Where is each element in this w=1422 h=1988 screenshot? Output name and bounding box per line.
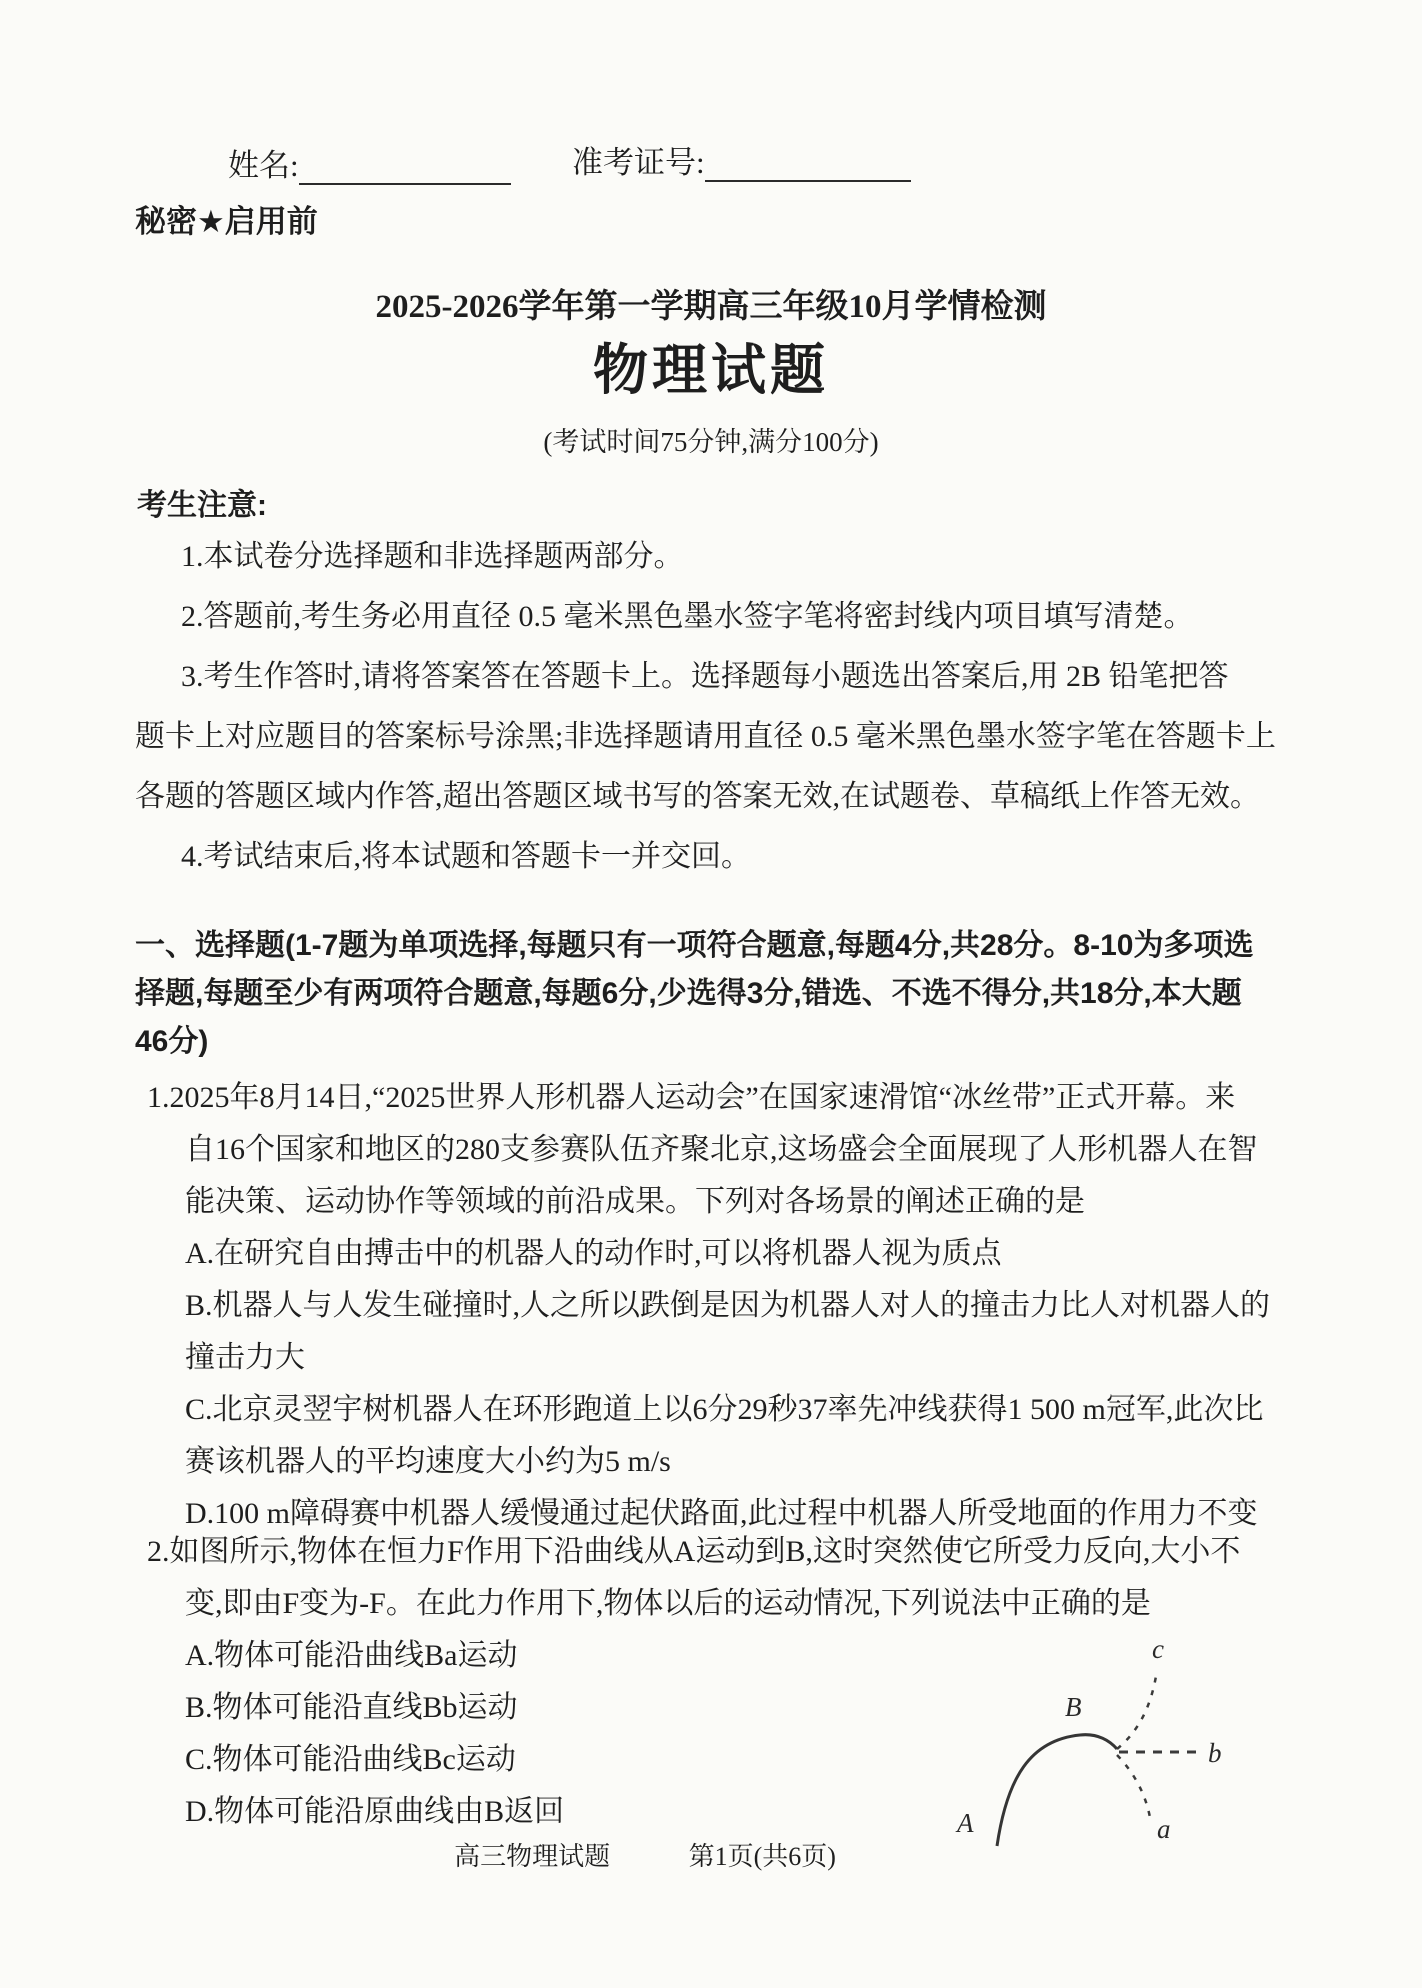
ticket-row <box>572 137 911 182</box>
section-one-line-3: 46分) <box>135 1025 209 1058</box>
dashed-path-to-c <box>1117 1670 1157 1749</box>
notice-block <box>135 527 1276 887</box>
notice-line-3c: 各题的答题区域内作答,超出答题区域书写的答案无效,在试题卷、草稿纸上作答无效。 <box>135 780 1260 813</box>
header-row <box>228 140 511 185</box>
section-one-header <box>135 922 1253 1066</box>
q2-option-b: B.物体可能沿直线Bb运动 <box>185 1691 518 1724</box>
section-one-line-2: 择题,每题至少有两项符合题意,每题6分,少选得3分,错选、不选不得分,共18分,本大题 <box>135 977 1242 1010</box>
figure-label-a: a <box>1157 1814 1171 1844</box>
q1-option-d: D.100 m障碍赛中机器人缓慢通过起伏路面,此过程中机器人所受地面的作用力不变 <box>185 1497 1258 1530</box>
q2-option-a: A.物体可能沿曲线Ba运动 <box>185 1639 518 1672</box>
notice-line-4: 4.考试结束后,将本试题和答题卡一并交回。 <box>181 840 751 873</box>
question-1 <box>135 1072 1270 1540</box>
figure-label-b: b <box>1208 1738 1222 1768</box>
q1-option-c-line-1: C.北京灵翌宇树机器人在环形跑道上以6分29秒37率先冲线获得1 500 m冠军,此次比 <box>185 1393 1264 1426</box>
q1-stem-line-2: 自16个国家和地区的280支参赛队伍齐聚北京,这场盛会全面展现了人形机器人在智 <box>185 1133 1258 1166</box>
q1-option-b-line-2: 撞击力大 <box>185 1341 305 1374</box>
page-footer <box>0 1836 1290 1873</box>
q2-stem-line-2: 变,即由F变为-F。在此力作用下,物体以后的运动情况,下列说法中正确的是 <box>185 1587 1151 1620</box>
ticket-field-label: 准考证号: <box>572 145 705 180</box>
figure-label-A: A <box>957 1808 974 1838</box>
secrecy-notice: 秘密★启用前 <box>135 204 318 239</box>
notice-line-1: 1.本试卷分选择题和非选择题两部分。 <box>181 540 684 573</box>
q1-option-a: A.在研究自由搏击中的机器人的动作时,可以将机器人视为质点 <box>185 1237 1002 1270</box>
q1-stem-line-3: 能决策、运动协作等领域的前沿成果。下列对各场景的阐述正确的是 <box>185 1185 1085 1218</box>
footer-page-label: 第1页(共6页) <box>688 1842 836 1871</box>
figure-label-B: B <box>1065 1692 1082 1722</box>
notice-title: 考生注意: <box>137 489 267 522</box>
exam-session-title: 2025-2026学年第一学期高三年级10月学情检测 <box>375 289 1047 325</box>
name-field-label: 姓名: <box>228 148 299 183</box>
paper-title: 物理试题 <box>592 340 829 401</box>
paper-meta: (考试时间75分钟,满分100分) <box>543 427 879 457</box>
dashed-path-to-a <box>1117 1755 1151 1823</box>
notice-line-3a: 3.考生作答时,请将答案答在答题卡上。选择题每小题选出答案后,用 2B 铅笔把答 <box>181 660 1229 693</box>
solid-curve-A-to-B <box>997 1735 1117 1846</box>
q2-option-c: C.物体可能沿曲线Bc运动 <box>185 1743 516 1776</box>
notice-line-3b: 题卡上对应题目的答案标号涂黑;非选择题请用直径 0.5 毫米黑色墨水签字笔在答题卡上 <box>135 720 1276 753</box>
section-one-line-1: 一、选择题(1-7题为单项选择,每题只有一项符合题意,每题4分,共28分。8-10为多项选 <box>135 929 1254 962</box>
q1-option-b-line-1: B.机器人与人发生碰撞时,人之所以跌倒是因为机器人对人的撞击力比人对机器人的 <box>185 1289 1271 1322</box>
figure-label-c: c <box>1152 1634 1164 1664</box>
name-fill-line <box>299 153 511 185</box>
ticket-fill-line <box>705 150 911 182</box>
notice-line-2: 2.答题前,考生务必用直径 0.5 毫米黑色墨水签字笔将密封线内项目填写清楚。 <box>181 600 1194 633</box>
footer-doc-label: 高三物理试题 <box>454 1842 611 1871</box>
q1-option-c-line-2: 赛该机器人的平均速度大小约为5 m/s <box>185 1445 671 1478</box>
q1-stem-line-1: 1.2025年8月14日,“2025世界人形机器人运动会”在国家速滑馆“冰丝带”正式开幕。来 <box>147 1081 1236 1114</box>
q2-trajectory-figure <box>905 1618 1235 1848</box>
q2-option-d: D.物体可能沿原曲线由B返回 <box>185 1795 565 1828</box>
q2-stem-line-1: 2.如图所示,物体在恒力F作用下沿曲线从A运动到B,这时突然使它所受力反向,大小不 <box>147 1535 1241 1568</box>
